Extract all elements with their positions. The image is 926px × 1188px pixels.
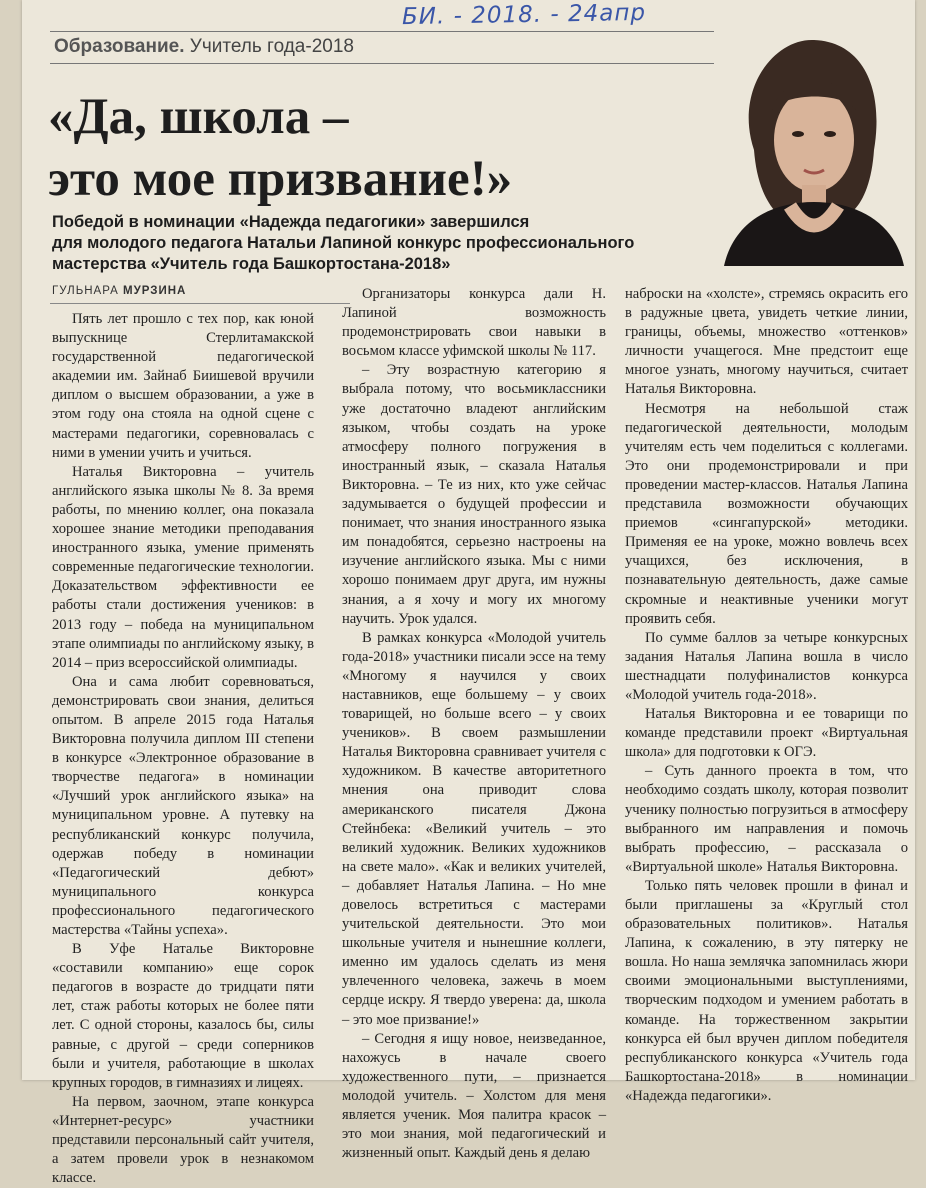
rubric-top-rule (50, 31, 720, 32)
paragraph: Несмотря на небольшой стаж педагогической деятельности, молодым учителям есть чем поделиться с коллегами. Это они продемонстрировали и при проведении мастер-классов. Наталья Лапина представила возможности обучающих приемов «сингапурской» методики. Применяя ее на уроке, можно вовлечь всех учащихся, без исключения, в познавательную деятельность, даже самые скромные и неактивные ученики могут проявить себя. (625, 400, 908, 627)
lead-line-2: для молодого педагога Натальи Лапиной конкурс профессионального (52, 234, 635, 252)
newspaper-page (22, 0, 915, 1187)
byline-first-name: ГУЛЬНАРА (52, 285, 119, 297)
paragraph: – Эту возрастную категорию я выбрала потому, что восьмиклассники уже достаточно владеют английским языком, чтобы создать на уроке атмосферу полного погружения в иностранный язык, – сказала Наталья Викторовна. – Те из них, кто уже сейчас задумывается о будущей профессии и понимает, что знания иностранного языка им понадобятся, серьезно настроены на изучение английского языка. Мы с ними хорошо понимаем друг друга, им нужны знания, а я хочу и могу их многому научить. Урок удался. (342, 362, 606, 627)
paragraph: Наталья Викторовна и ее товарищи по команде представили проект «Виртуальная школа» для подготовки к ОГЭ. (625, 706, 908, 761)
lead-paragraph (52, 212, 717, 275)
paragraph: В рамках конкурса «Молодой учитель года-2018» участники писали эссе на тему «Многому я научился у своих наставников, еще большему – у своих товарищей, но больше всего – у своих учеников». В своем размышлении Наталья Викторовна сравнивает учителя с художником. В качестве авторитетного мнения она приводит слова американского писателя Джона Стейнбека: «Великий учитель – это великий художник. Великих художников на свете мало». «Как и великих учителей, – добавляет Наталья Лапина. – Но мне довелось встретиться с мастерами учительской деятельности. Это мои школьные учителя и нынешние коллеги, именно им удалось сделать из меня увлеченного человека, зажечь в моем сердце искру. Я твердо уверена: да, школа – это мое призвание!» (342, 629, 606, 1028)
article-column-3 (625, 285, 908, 1104)
paragraph: Только пять человек прошли в финал и были приглашены за «Круглый стол образовательных политиков». Наталья Лапина, к сожалению, в эту пятерку не вошла. Но наша землячка запомнилась жюри своими эмоциональными выступлениями, творческим подходом и умением работать в команде. На торжественном закрытии конкурса ей был вручен диплом победителя республиканского конкурса «Учитель года Башкортостана-2018» в номинации «Надежда педагогики». (625, 877, 908, 1104)
byline (52, 285, 186, 297)
rubric-topic: Учитель года-2018 (189, 36, 354, 57)
byline-rule (50, 303, 350, 304)
handwritten-date-note: БИ. - 2018. - 24апр (401, 0, 647, 31)
paragraph: – Суть данного проекта в том, что необходимо создать школу, которая позволит ученику полностью погрузиться в атмосферу выбранного им направления и помочь выбрать профессию, – рассказала о «Виртуальной школе» Наталья Викторовна. (625, 763, 908, 875)
paragraph: Организаторы конкурса дали Н. Лапиной возможность продемонстрировать свои навыки в восьмом классе уфимской школы № 117. (342, 286, 606, 360)
paragraph: Пять лет прошло с тех пор, как юной выпускнице Стерлитамакской государственной педагогической академии им. Зайнаб Биишевой вручили диплом о высшем образовании, а уже в этом году она стояла на одной сцене с мастерами педагогики, соревновалась с ними в умении учить и учиться. (52, 311, 314, 461)
paragraph: Она и сама любит соревноваться, демонстрировать свои знания, делиться опытом. В апреле 2015 года Наталья Викторовна получила диплом III степени в конкурсе «Электронное образование в творчестве педагога» в номинации «Лучший урок английского языка» на муниципальном уровне. А путевку на республиканский конкурс получила, одержав победу в номинации «Педагогический дебют» муниципального конкурса профессионального педагогического мастерства «Тайны успеха». (52, 673, 314, 938)
article-column-2 (342, 285, 606, 1162)
headline (48, 86, 728, 210)
rubric-bottom-rule (50, 63, 720, 64)
paragraph: В Уфе Наталье Викторовне «составили компанию» еще сорок педагогов в возрасте до тридцати пяти лет, стаж работы которых не более пяти лет. С одной стороны, казалось бы, силы равные, с другой – среди соперников были и учителя, работающие в школах крупных городов, в гимназиях и лицеях. (52, 941, 314, 1091)
rubric-section: Образование. (54, 36, 185, 57)
paragraph: – Сегодня я ищу новое, неизведанное, нахожусь в начале своего художественного пути, – признается молодой учитель. – Холстом для меня является ученик. Моя палитра красок – это мои знания, мой педагогический и жизненный опыт. Каждый день я делаю (342, 1030, 606, 1162)
paragraph: Наталья Викторовна – учитель английского языка школы № 8. За время работы, по мнению коллег, она показала хорошее знание методики преподавания иностранного языка, умение применять современные педагогические технологии. Доказательством эффективности ее работы стали достижения учеников: в 2013 году – победа на муниципальном этапе олимпиады по английскому языку, в 2014 – приз всероссийской олимпиады. (52, 463, 314, 671)
byline-last-name: МУРЗИНА (123, 285, 187, 297)
lead-line-1: Победой в номинации «Надежда педагогики» завершился (52, 213, 530, 231)
paragraph: наброски на «холсте», стремясь окрасить его в радужные цвета, увидеть четкие линии, границы, объемы, множество «оттенков» личности учащегося. Мне предстоит еще многое узнать, многому научиться, считает Наталья Викторовна. (625, 286, 908, 398)
headline-line-1: «Да, школа – (48, 89, 349, 145)
portrait-photo (714, 30, 904, 266)
paragraph: По сумме баллов за четыре конкурсных задания Наталья Лапина вошла в число шестнадцати полуфиналистов конкурса «Молодой учитель года-2018». (625, 629, 908, 703)
portrait-photo-icon (714, 30, 904, 266)
headline-line-2: это мое призвание!» (48, 151, 513, 207)
lead-line-3: мастерства «Учитель года Башкортостана-2018» (52, 255, 451, 273)
article-column-1 (52, 310, 314, 1187)
paragraph: На первом, заочном, этапе конкурса «Интернет-ресурс» участники представили персональный сайт учителя, а затем провели урок в незнакомом классе. (52, 1093, 314, 1187)
rubric (54, 36, 354, 58)
